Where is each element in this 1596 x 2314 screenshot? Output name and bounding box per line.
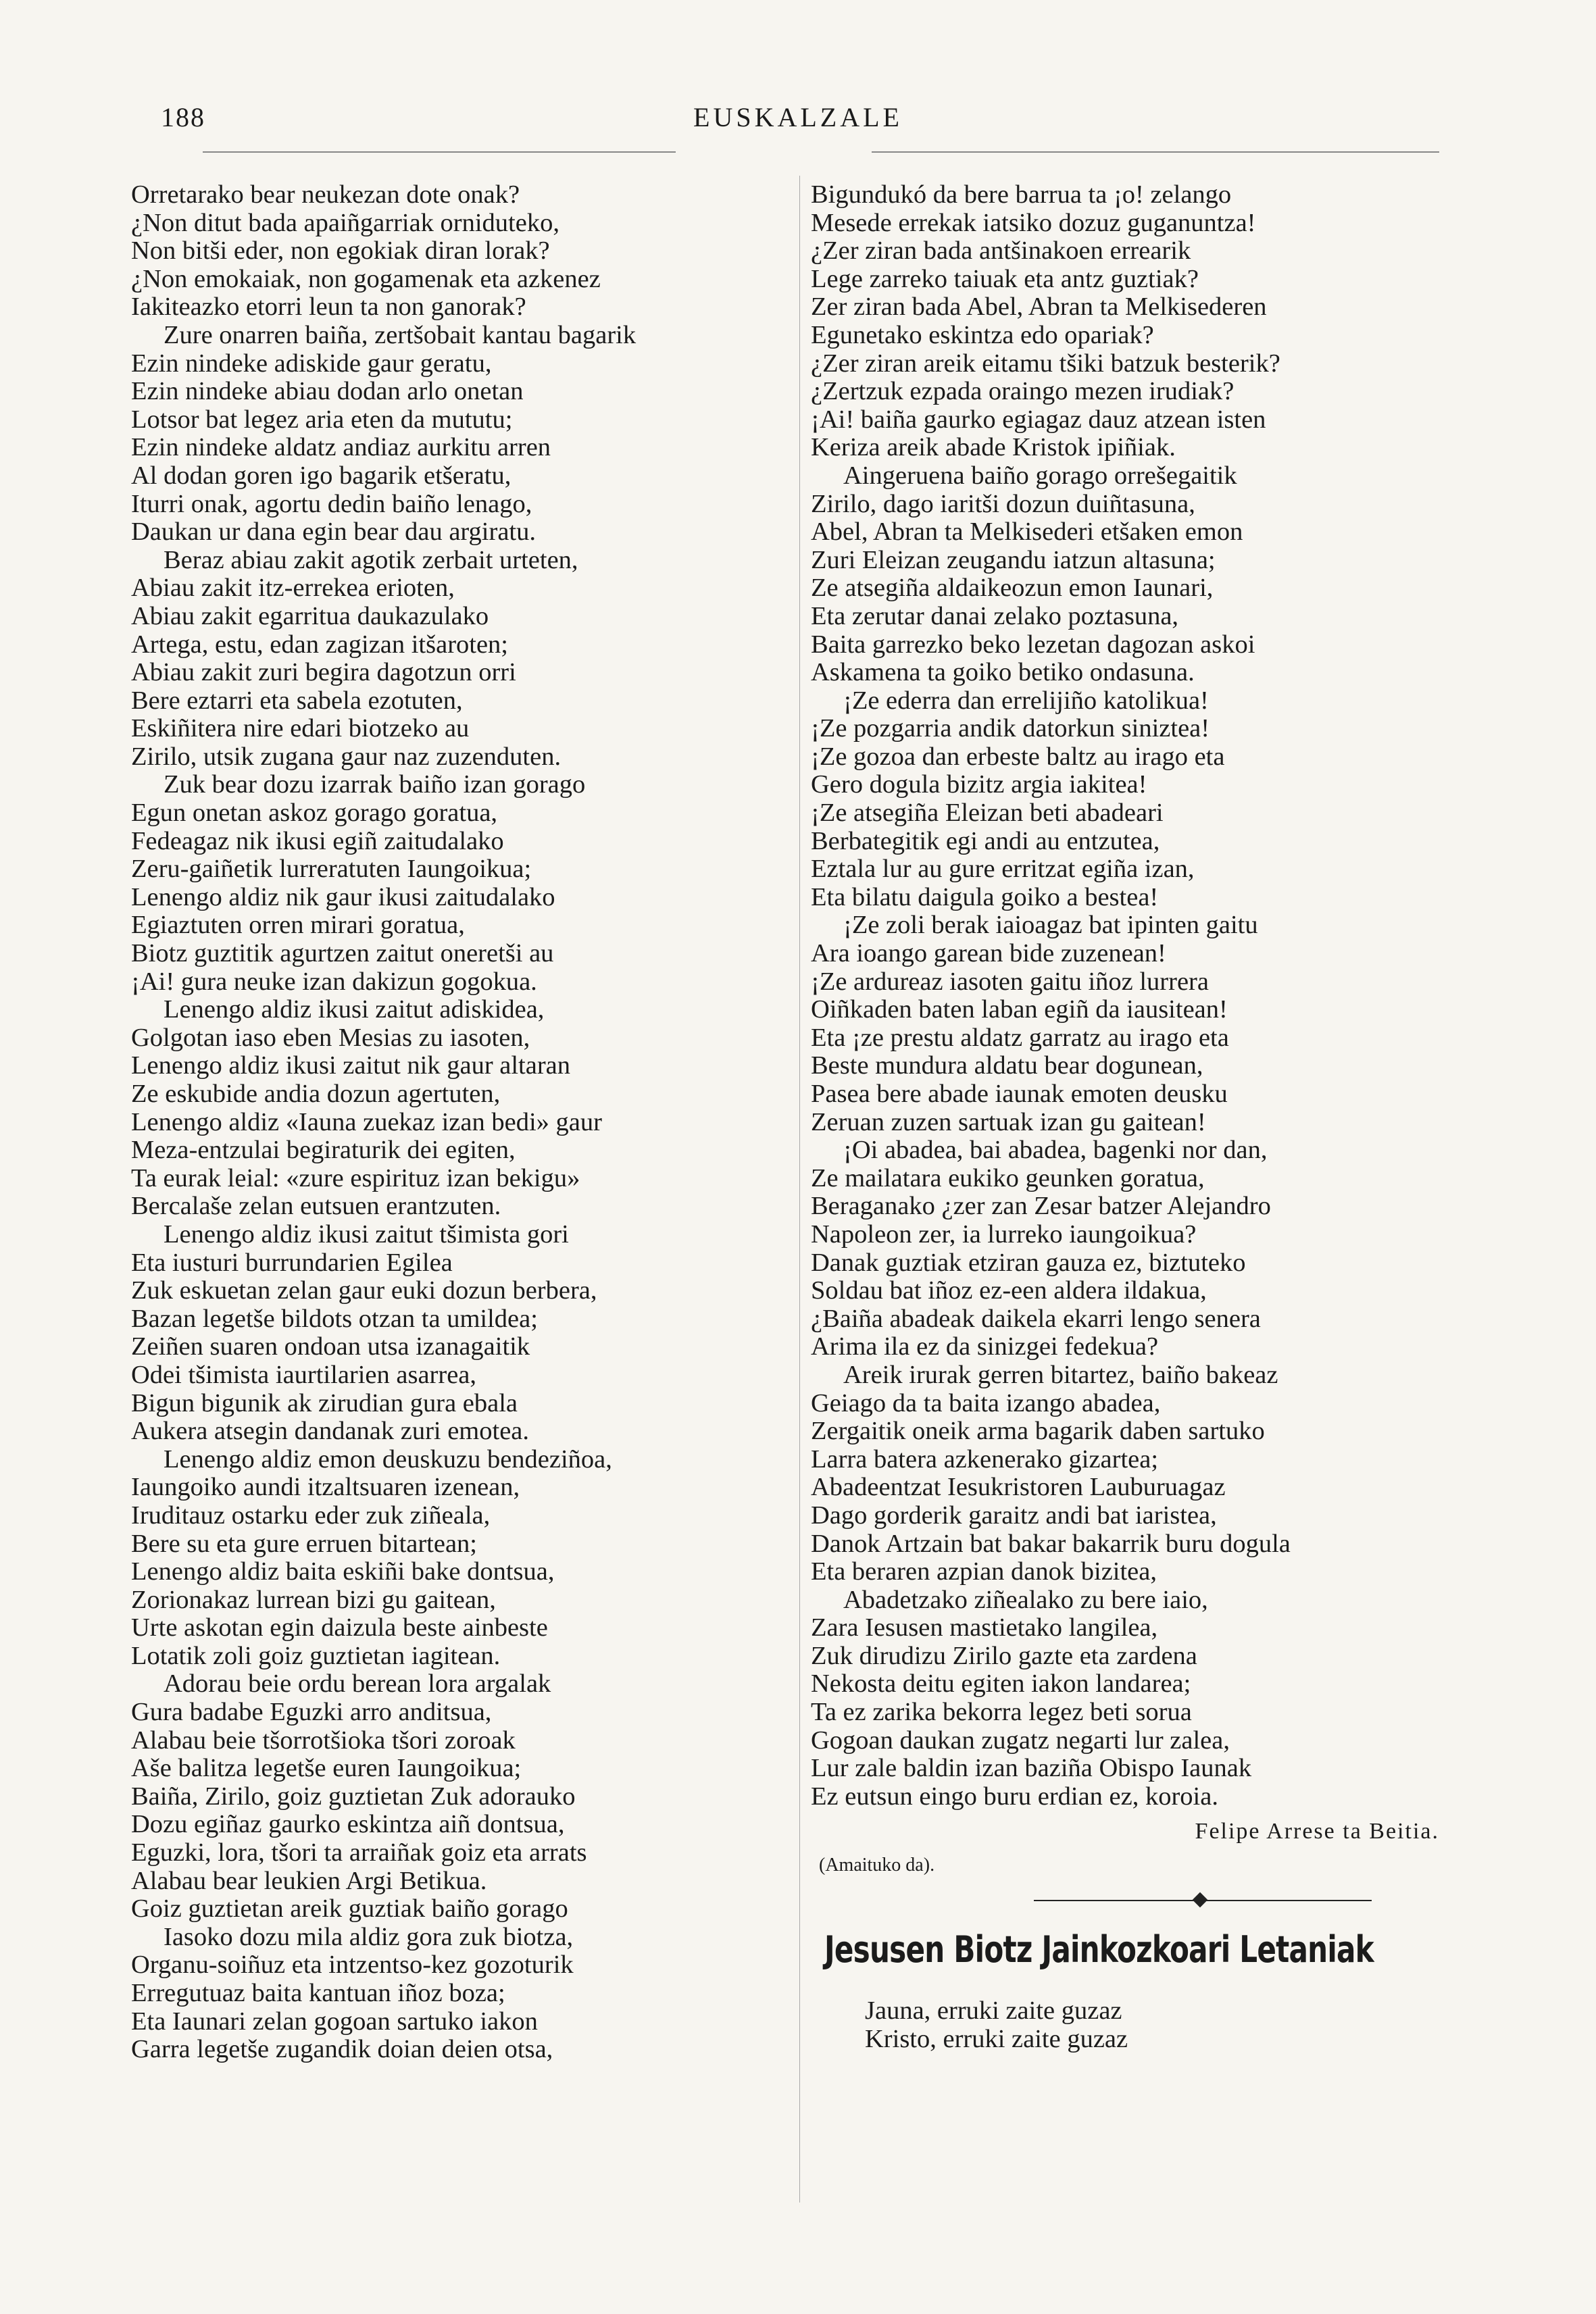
verse-line: Goiz guztietan areik guztiak baiño gorago	[131, 1894, 568, 1923]
verse-line: Lur zale baldin izan baziña Obispo Iaunak	[811, 1754, 1252, 1783]
verse-line: Eguzki, lora, tšori ta arraiñak goiz eta arrats	[131, 1838, 587, 1867]
verse-line: Danok Artzain bat bakar bakarrik buru dogula	[811, 1529, 1291, 1558]
verse-line: Oiñkaden baten laban egiñ da iausitean!	[811, 995, 1228, 1024]
verse-line: Aukera atsegin dandanak zuri emotea.	[131, 1417, 530, 1446]
verse-line: Bere su eta gure erruen bitartean;	[131, 1529, 478, 1558]
verse-line: Zirilo, dago iaritši dozun duiñtasuna,	[811, 489, 1195, 518]
verse-line: Bercalaše zelan eutsuen erantzuten.	[131, 1192, 501, 1221]
verse-line: Iakiteazko etorri leun ta non ganorak?	[131, 293, 526, 322]
verse-line: Golgotan iaso eben Mesias zu iasoten,	[131, 1023, 530, 1052]
verse-line: ¡Ze ardureaz iasoten gaitu iñoz lurrera	[811, 967, 1209, 996]
verse-line: Ze atsegiña aldaikeozun emon Iaunari,	[811, 574, 1214, 603]
verse-line: Beraz abiau zakit agotik zerbait urteten,	[164, 545, 578, 574]
verse-line: Lenengo aldiz ikusi zaitut adiskidea,	[164, 995, 545, 1024]
verse-line: Soldau bat iñoz ez-een aldera ildakua,	[811, 1276, 1207, 1305]
header-rule-left	[203, 151, 676, 153]
section-ornament	[811, 1885, 1460, 1917]
verse-line: Zuri Eleizan zeugandu iatzun altasuna;	[811, 545, 1216, 574]
verse-line: Dozu egiñaz gaurko eskintza aiñ dontsua,	[131, 1810, 565, 1839]
right-column	[811, 181, 1460, 2054]
verse-line: Eta beraren azpian danok bizitea,	[811, 1557, 1157, 1586]
verse-line: Zure onarren baiña, zertšobait kantau bagarik	[164, 320, 637, 349]
verse-line: Iaungoiko aundi itzaltsuaren izenean,	[131, 1473, 520, 1502]
verse-line: Eta iusturi burrundarien Egilea	[131, 1248, 453, 1277]
verse-line: Lenengo aldiz «Iauna zuekaz izan bedi» gaur	[131, 1107, 602, 1136]
verse-line: Keriza areik abade Kristok ipiñiak.	[811, 433, 1176, 462]
verse-line: Abiau zakit egarritua daukazulako	[131, 601, 489, 630]
verse-line: Orretarako bear neukezan dote onak?	[131, 180, 520, 209]
verse-line: ¿Baiña abadeak daikela ekarri lengo senera	[811, 1304, 1261, 1333]
verse-line: Danak guztiak etziran gauza ez, biztuteko	[811, 1248, 1246, 1277]
verse-line: Ezin nindeke aldatz andiaz aurkitu arren	[131, 433, 551, 462]
verse-line: Egun onetan askoz gorago goratua,	[131, 799, 498, 828]
verse-line: Egunetako eskintza edo opariak?	[811, 320, 1154, 349]
verse-line: ¿Zer ziran areik eitamu tšiki batzuk besterik?	[811, 349, 1280, 378]
verse-line: Zirilo, utsik zugana gaur naz zuzenduten.	[131, 742, 562, 771]
verse-line: Fedeagaz nik ikusi egiñ zaitudalako	[131, 826, 504, 855]
verse-line: Baiña, Zirilo, goiz guztietan Zuk adorauko	[131, 1782, 576, 1811]
verse-line: Bigundukó da bere barrua ta ¡o! zelango	[811, 180, 1232, 209]
continuation-note: (Amaituko da).	[819, 1855, 935, 1876]
verse-line: Ta ez zarika bekorra legez beti sorua	[811, 1698, 1192, 1727]
right-column-verses	[811, 181, 1460, 1811]
verse-line: Eskiñitera nire edari biotzeko au	[131, 714, 470, 743]
ornament-diamond-icon	[1193, 1892, 1208, 1908]
verse-line: Beste mundura aldatu bear dogunean,	[811, 1051, 1203, 1080]
verse-line: Larra batera azkenerako gizartea;	[811, 1444, 1159, 1474]
verse-line: ¡Ze zoli berak iaioagaz bat ipinten gaitu	[843, 911, 1258, 940]
verse-line: Al dodan goren igo bagarik etšeratu,	[131, 461, 512, 490]
verse-line: Odei tšimista iaurtilarien asarrea,	[131, 1360, 476, 1389]
verse-line: Zuk dirudizu Zirilo gazte eta zardena	[811, 1641, 1197, 1670]
verse-line: Lenengo aldiz ikusi zaitut nik gaur altaran	[131, 1051, 570, 1080]
verse-line: Dago gorderik garaitz andi bat iaristea,	[811, 1501, 1217, 1530]
verse-line: Ze eskubide andia dozun agertuten,	[131, 1080, 501, 1108]
verse-line: Zuk eskuetan zelan gaur euki dozun berbera,	[131, 1276, 597, 1305]
verse-line: Zer ziran bada Abel, Abran ta Melkisederen	[811, 293, 1267, 322]
verse-line: Mesede errekak iatsiko dozuz guganuntza!	[811, 208, 1256, 237]
verse-line: Lenengo aldiz emon deuskuzu bendeziñoa,	[164, 1444, 612, 1474]
header-rule-right	[872, 151, 1439, 153]
verse-line: Adorau beie ordu berean lora argalak	[164, 1669, 551, 1699]
verse-line: Aše balitza legetše euren Iaungoikua;	[131, 1754, 522, 1783]
verse-line: Alabau bear leukien Argi Betikua.	[131, 1866, 487, 1895]
verse-line: Ezin nindeke adiskide gaur geratu,	[131, 349, 492, 378]
verse-line: ¡Oi abadea, bai abadea, bagenki nor dan,	[843, 1136, 1268, 1165]
verse-line: Iruditauz ostarku eder zuk ziñeala,	[131, 1501, 491, 1530]
verse-line: Askamena ta goiko betiko ondasuna.	[811, 658, 1195, 687]
verse-line: Bere eztarri eta sabela ezotuten,	[131, 686, 463, 715]
verse-line: Geiago da ta baita izango abadea,	[811, 1388, 1161, 1417]
verse-line: Ara ioango garean bide zuzenean!	[811, 939, 1166, 968]
litany-line: Kristo, erruki zaite guzaz	[865, 2025, 1128, 2054]
verse-line: Iturri onak, agortu dedin baiño lenago,	[131, 489, 532, 518]
litany-line: Jauna, erruki zaite guzaz	[865, 1996, 1122, 2026]
verse-line: Abadetzako ziñealako zu bere iaio,	[843, 1585, 1208, 1614]
verse-line: Eta zerutar danai zelako poztasuna,	[811, 601, 1179, 630]
verse-line: Lenengo aldiz baita eskiñi bake dontsua,	[131, 1557, 555, 1586]
column-divider	[799, 176, 800, 2203]
verse-line: Gero dogula bizitz argia iakitea!	[811, 770, 1147, 799]
left-column	[131, 181, 780, 2064]
verse-line: Berbategitik egi andi au entzutea,	[811, 826, 1160, 855]
author-signature: Felipe Arrese ta Beitia.	[1195, 1819, 1439, 1844]
verse-line: Gura badabe Eguzki arro anditsua,	[131, 1698, 492, 1727]
section-title: Jesusen Biotz Jainkozkoari Letaniak	[824, 1928, 1374, 1971]
verse-line: Alabau beie tšorrotšioka tšori zoroak	[131, 1726, 516, 1755]
verse-line: Zorionakaz lurrean bizi gu gaitean,	[131, 1585, 496, 1614]
verse-line: Eta Iaunari zelan gogoan sartuko iakon	[131, 2007, 538, 2036]
verse-line: ¡Ai! gura neuke izan dakizun gogokua.	[131, 967, 537, 996]
verse-line: ¿Zer ziran bada antšinakoen errearik	[811, 236, 1191, 266]
verse-line: ¡Ze ederra dan errelijiño katolikua!	[843, 686, 1209, 715]
verse-line: Areik irurak gerren bitartez, baiño bakeaz	[843, 1360, 1278, 1389]
verse-line: Zuk bear dozu izarrak baiño izan gorago	[164, 770, 586, 799]
verse-line: Zeruan zuzen sartuak izan gu gaitean!	[811, 1107, 1206, 1136]
verse-line: Ez eutsun eingo buru erdian ez, koroia.	[811, 1782, 1218, 1811]
verse-line: Bigun bigunik ak zirudian gura ebala	[131, 1388, 518, 1417]
verse-line: Non bitši eder, non egokiak diran lorak?	[131, 236, 550, 266]
verse-line: Abadeentzat Iesukristoren Lauburuagaz	[811, 1473, 1226, 1502]
verse-line: Eta bilatu daigula goiko a bestea!	[811, 882, 1159, 911]
verse-line: Urte askotan egin daizula beste ainbeste	[131, 1613, 548, 1642]
verse-line: Artega, estu, edan zagizan itšaroten;	[131, 630, 509, 659]
verse-line: Abiau zakit itz-errekea erioten,	[131, 574, 455, 603]
verse-line: ¡Ze atsegiña Eleizan beti abadeari	[811, 799, 1164, 828]
verse-line: Gogoan daukan zugatz negarti lur zalea,	[811, 1726, 1230, 1755]
verse-line: Zeru-gaiñetik lurreratuten Iaungoikua;	[131, 855, 532, 884]
verse-line: Zergaitik oneik arma bagarik daben sartuko	[811, 1417, 1265, 1446]
verse-line: Bazan legetše bildots otzan ta umildea;	[131, 1304, 538, 1333]
verse-line: Pasea bere abade iaunak emoten deusku	[811, 1080, 1228, 1108]
page-number: 188	[161, 102, 205, 132]
verse-line: Arima ila ez da sinizgei fedekua?	[811, 1332, 1159, 1361]
verse-line: Beraganako ¿zer zan Zesar batzer Alejandro	[811, 1192, 1271, 1221]
verse-line: ¡Ze pozgarria andik datorkun sinizteа!	[811, 714, 1210, 743]
verse-line: ¿Non emokaiak, non gogamenak eta azkenez	[131, 264, 601, 293]
verse-line: Biotz guztitik agurtzen zaitut oneretši au	[131, 939, 554, 968]
verse-line: Lotsor bat legez aria eten da mututu;	[131, 405, 513, 434]
verse-line: Aingeruena baiño gorago orrešegaitik	[843, 461, 1237, 490]
verse-line: Ezin nindeke abiau dodan arlo onetan	[131, 377, 524, 406]
verse-line: ¿Non ditut bada apaiñgarriak orniduteko,	[131, 208, 559, 237]
verse-line: ¿Zertzuk ezpada oraingo mezen irudiak?	[811, 377, 1235, 406]
verse-line: Nekosta deitu egiten iakon landarea;	[811, 1669, 1191, 1699]
verse-line: Daukan ur dana egin bear dau argiratu.	[131, 518, 536, 547]
verse-line: ¡Ze gozoa dan erbeste baltz au irago eta	[811, 742, 1225, 771]
verse-line: Lenengo aldiz nik gaur ikusi zaitudalako	[131, 882, 555, 911]
verse-line: Abiau zakit zuri begira dagotzun orri	[131, 658, 516, 687]
verse-line: Organu-soiñuz eta intzentso-kez gozoturik	[131, 1951, 574, 1980]
verse-line: Erregutuaz baita kantuan iñoz boza;	[131, 1979, 505, 2007]
verse-line: Meza-entzulai begiraturik dei egiten,	[131, 1136, 516, 1165]
verse-line: Eztala lur au gure erritzat egiña izan,	[811, 855, 1195, 884]
verse-line: Ze mailatara eukiko geunken goratua,	[811, 1163, 1205, 1192]
verse-line: Lenengo aldiz ikusi zaitut tšimista gori	[164, 1219, 569, 1249]
verse-line: Napoleon zer, ia lurreko iaungoikua?	[811, 1219, 1197, 1249]
verse-line: ¡Ai! baiña gaurko egiagaz dauz atzean isten	[811, 405, 1266, 434]
verse-line: Garra legetše zugandik doian deien otsa,	[131, 2035, 553, 2064]
verse-line: Zeiñen suaren ondoan utsa izanagaitik	[131, 1332, 530, 1361]
verse-line: Ta eurak leial: «zure espirituz izan bekigu»	[131, 1163, 580, 1192]
verse-line: Abel, Abran ta Melkisederi etšaken emon	[811, 518, 1243, 547]
running-title: EUSKALZALE	[693, 102, 903, 132]
verse-line: Iasoko dozu mila aldiz gora zuk biotza,	[164, 1922, 574, 1951]
verse-line: Zara Iesusen mastietako langilea,	[811, 1613, 1158, 1642]
verse-line: Lotatik zoli goiz guztietan iagitean.	[131, 1641, 501, 1670]
verse-line: Lege zarreko taiuak eta antz guztiak?	[811, 264, 1199, 293]
verse-line: Egiaztuten orren mirari goratua,	[131, 911, 465, 940]
verse-line: Eta ¡ze prestu aldatz garratz au irago eta	[811, 1023, 1229, 1052]
verse-line: Baita garrezko beko lezetan dagozan askoi	[811, 630, 1255, 659]
litany-list	[811, 1997, 1460, 2053]
page-header	[0, 101, 1596, 142]
